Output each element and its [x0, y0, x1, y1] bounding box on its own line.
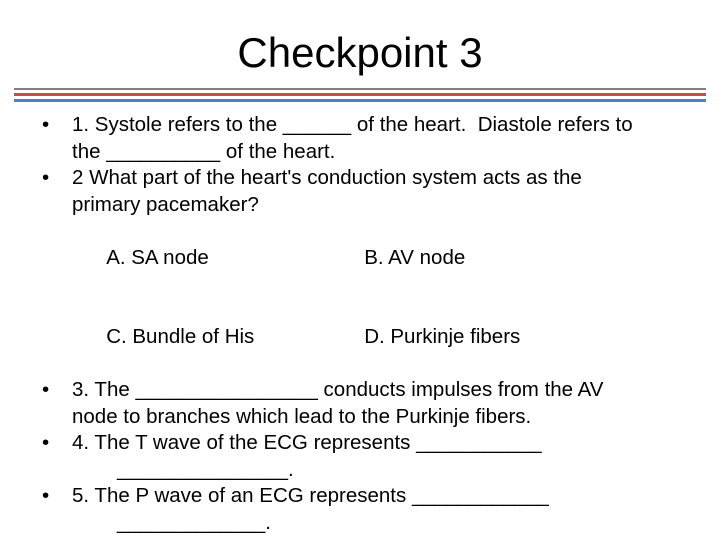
option-a: A. SA node	[106, 245, 209, 269]
question-text: 4. The T wave of the ECG represents ___________	[72, 431, 542, 454]
option-c: C. Bundle of His	[106, 325, 255, 348]
question-text: 1. Systole refers to the ______ of the heart. Diastole refers to	[72, 113, 633, 136]
title-divider-gray	[14, 88, 706, 90]
answer-options-row	[72, 298, 702, 378]
question-list	[42, 112, 702, 536]
question-text: 3. The ________________ conducts impulses from the AV	[72, 378, 604, 401]
question-text: _____________.	[117, 510, 271, 534]
question-1	[42, 112, 702, 165]
option-b: B. AV node	[364, 245, 466, 269]
bullet-icon: •	[42, 431, 50, 454]
question-text: primary pacemaker?	[72, 192, 259, 216]
bullet-icon: •	[42, 484, 50, 507]
question-text: the __________ of the heart.	[72, 139, 336, 163]
question-3	[42, 377, 702, 430]
answer-options-row	[72, 218, 702, 298]
bullet-icon: •	[42, 378, 50, 401]
slide-title: Checkpoint 3	[237, 29, 483, 76]
bullet-icon: •	[42, 113, 50, 136]
bullet-icon: •	[42, 166, 50, 189]
question-5	[42, 483, 702, 536]
question-text: _______________.	[117, 457, 294, 481]
question-2	[42, 165, 702, 377]
title-divider-blue	[14, 99, 706, 102]
question-4	[42, 430, 702, 483]
question-text: 2 What part of the heart's conduction system acts as the	[72, 166, 582, 189]
title-divider-red	[14, 93, 706, 96]
option-d: D. Purkinje fibers	[364, 325, 521, 348]
question-text: node to branches which lead to the Purkinje fibers.	[72, 404, 532, 428]
question-text: 5. The P wave of an ECG represents ____________	[72, 484, 549, 507]
